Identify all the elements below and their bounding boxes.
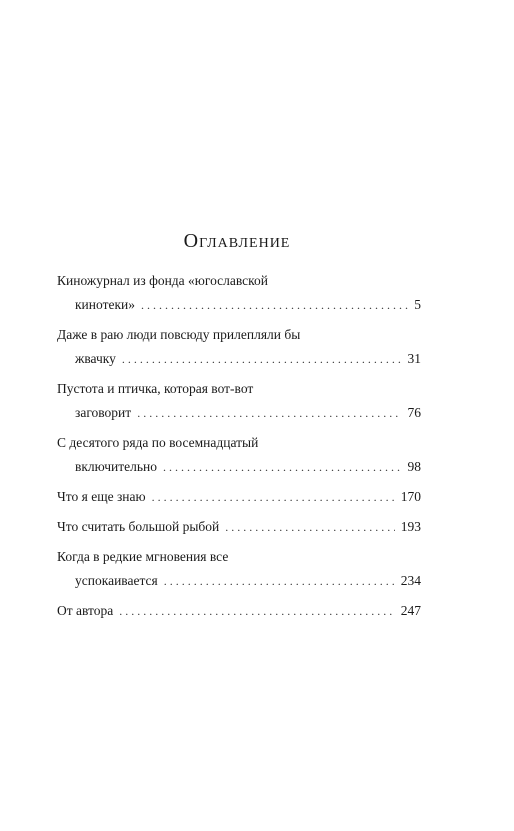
- toc-entry: [57, 269, 421, 317]
- toc-entry-title: Даже в раю люди повсюду прилепляли бы: [57, 327, 301, 342]
- toc-page-number: 247: [400, 603, 421, 618]
- toc-entry-title: С десятого ряда по восемнадцатый: [57, 435, 259, 450]
- toc-entry: [57, 545, 421, 593]
- dot-leader: [122, 347, 402, 371]
- toc-list: [57, 269, 421, 623]
- toc-entry-title-cont: жвачку: [75, 351, 116, 366]
- toc-page-number: 98: [407, 459, 421, 474]
- dot-leader: [141, 293, 408, 317]
- toc-entry-title-cont: заговорит: [75, 405, 132, 420]
- toc-entry-title: Что я еще знаю: [57, 489, 146, 504]
- dot-leader: [164, 569, 395, 593]
- toc-title: Оглавление: [183, 230, 291, 252]
- dot-leader: [119, 599, 394, 623]
- toc-entry: [57, 377, 421, 425]
- dot-leader: [225, 515, 395, 539]
- toc-entry: [57, 515, 421, 539]
- dot-leader: [163, 455, 401, 479]
- toc-entry-title-cont: кинотеки»: [75, 297, 136, 312]
- toc-entry-title: Что считать большой рыбой: [57, 519, 220, 534]
- toc-page-number: 234: [400, 573, 421, 588]
- dot-leader: [137, 401, 401, 425]
- toc-entry: [57, 431, 421, 479]
- toc-entry-title-cont: включительно: [75, 459, 158, 474]
- toc-entry-title: Когда в редкие мгновения все: [57, 549, 229, 564]
- toc-page-number: 193: [400, 519, 421, 534]
- toc-entry-title: Киножурнал из фонда «югославской: [57, 273, 269, 288]
- toc-page-number: 76: [407, 405, 421, 420]
- toc-entry: [57, 599, 421, 623]
- toc-page-number: 5: [414, 297, 421, 312]
- toc-entry-title: От автора: [57, 603, 114, 618]
- toc-entry: [57, 323, 421, 371]
- dot-leader: [152, 485, 395, 509]
- toc-entry-title-cont: успокаивается: [75, 573, 158, 588]
- toc-entry: [57, 485, 421, 509]
- toc-page-number: 170: [400, 489, 421, 504]
- toc-entry-title: Пустота и птичка, которая вот-вот: [57, 381, 254, 396]
- toc-page-number: 31: [407, 351, 421, 366]
